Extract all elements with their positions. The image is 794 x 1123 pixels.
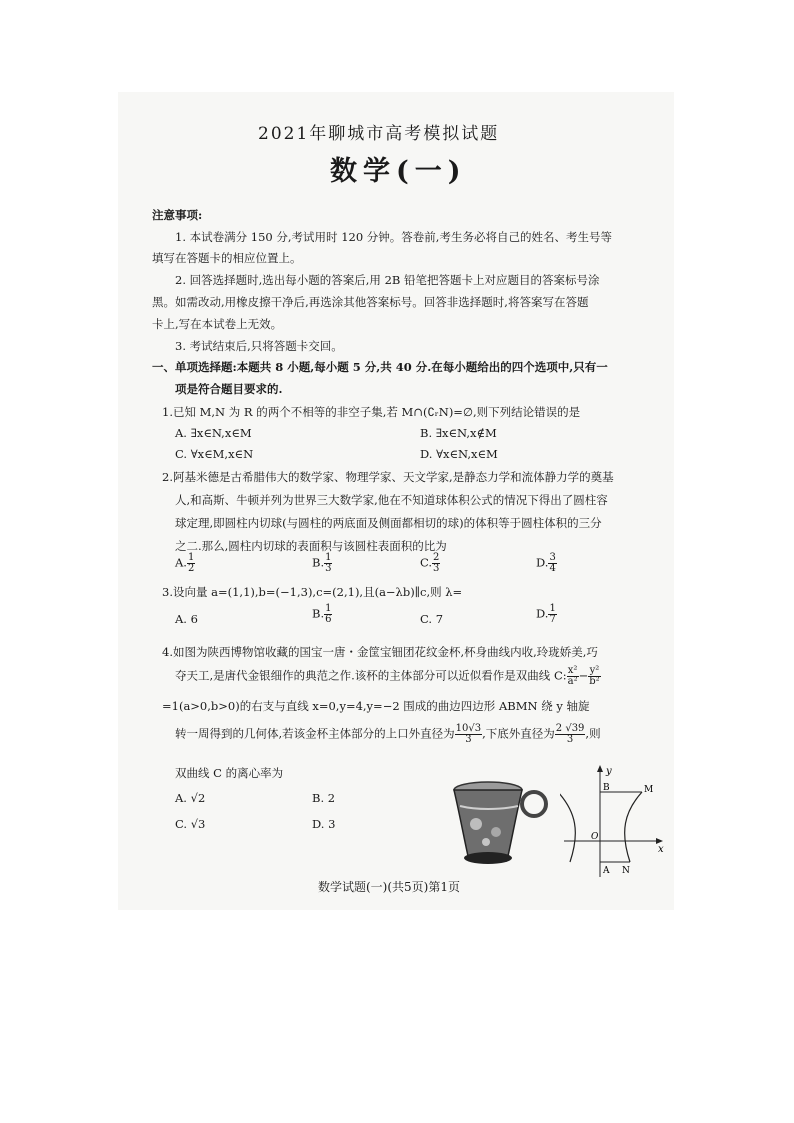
question-4-line: 4.如图为陕西博物馆收藏的国宝一唐・金筐宝钿团花纹金杯,杯身曲线内收,玲珑娇美,巧 xyxy=(162,645,598,659)
note-line: 填写在答题卡的相应位置上。 xyxy=(152,251,302,265)
page-footer: 数学试题(一)(共5页)第1页 xyxy=(318,880,460,894)
point-a-label: A xyxy=(603,866,610,876)
note-line: 1. 本试卷满分 150 分,考试用时 120 分钟。答卷前,考生务必将自己的姓名、考生号等 xyxy=(175,230,612,244)
question-2-line: 球定理,即圆柱内切球(与圆柱的两底面及侧面都相切的球)的体积等于圆柱体积的三分 xyxy=(175,516,602,530)
section-heading: 一、单项选择题:本题共 8 小题,每小题 5 分,共 40 分.在每小题给出的四个选项中,只有一 xyxy=(152,360,608,374)
question-2-line: 人,和高斯、牛顿并列为世界三大数学家,他在不知道球体积公式的情况下得出了圆柱容 xyxy=(175,493,608,507)
q3-option-c: C. 7 xyxy=(420,612,444,626)
q4-option-d: D. 3 xyxy=(312,817,336,831)
note-line: 卡上,写在本试卷上无效。 xyxy=(152,317,283,331)
q3-option-a: A. 6 xyxy=(175,612,198,626)
q2-option-d: D. $\frac{3}{4}$ xyxy=(536,552,556,574)
hyperbola-figure xyxy=(560,762,670,882)
note-line: 2. 回答选择题时,选出每小题的答案后,用 2B 铅笔把答题卡上对应题目的答案标号涂 xyxy=(175,273,600,287)
question-4-line: =1(a>0,b>0)的右支与直线 x=0,y=4,y=−2 围成的曲边四边形 ABMN 绕 y 轴旋 xyxy=(162,699,590,713)
question-3-stem: 3.设向量 a=(1,1),b=(−1,3),c=(2,1),且(a−λb)∥c,则 λ= xyxy=(162,585,463,599)
q1-option-b: B. ∃x∈N,x∉M xyxy=(420,426,497,440)
question-1-stem: 1.已知 M,N 为 R 的两个不相等的非空子集,若 M∩(∁ᵣN)=∅,则下列结论错误的是 xyxy=(162,405,581,419)
q1-option-d: D. ∀x∈N,x∈M xyxy=(420,447,498,461)
question-4-line: 双曲线 C 的离心率为 xyxy=(175,766,284,780)
q3-option-b: B. $\frac{1}{6}$ xyxy=(312,603,332,625)
q2-option-c: C. $\frac{2}{3}$ xyxy=(420,552,440,574)
x-axis-label: x xyxy=(658,844,664,855)
gold-cup-image xyxy=(446,776,556,868)
q4-option-a: A. √2 xyxy=(175,791,206,805)
y-axis-label: y xyxy=(606,766,612,777)
note-line: 黑。如需改动,用橡皮擦干净后,再选涂其他答案标号。回答非选择题时,将答案写在答题 xyxy=(152,295,589,309)
q1-option-c: C. ∀x∈M,x∈N xyxy=(175,447,254,461)
section-heading-cont: 项是符合题目要求的. xyxy=(175,382,283,396)
origin-label: O xyxy=(591,832,599,842)
q2-option-a: A. $\frac{1}{2}$ xyxy=(175,552,195,574)
exam-title: 2021年聊城市高考模拟试题 xyxy=(258,124,500,144)
q3-option-d: D. $\frac{1}{7}$ xyxy=(536,603,556,625)
notes-heading: 注意事项: xyxy=(152,208,203,222)
point-n-label: N xyxy=(622,866,630,876)
question-2-line: 2.阿基米德是古希腊伟大的数学家、物理学家、天文学家,是静态力学和流体静力学的奠基 xyxy=(162,470,614,484)
question-4-line: 夺天工,是唐代金银细作的典范之作.该杯的主体部分可以近似看作是双曲线 C: $\frac{\text{x²}}{\text{a²}}$ − $\frac{\text{y²}}{\text{b²}}$ xyxy=(175,665,600,687)
q4-option-b: B. 2 xyxy=(312,791,336,805)
question-2-line: 之二.那么,圆柱内切球的表面积与该圆柱表面积的比为 xyxy=(175,539,447,553)
point-b-label: B xyxy=(603,783,610,793)
q1-option-a: A. ∃x∈N,x∈M xyxy=(175,426,252,440)
exam-subject: 数学(一) xyxy=(330,156,467,187)
q4-option-c: C. √3 xyxy=(175,817,206,831)
question-4-line: 转一周得到的几何体,若该金杯主体部分的上口外直径为 $\frac{10√3}{3}$ ,下底外直径为 $\frac{2 √39}{3}$ ,则 xyxy=(175,723,601,745)
note-line: 3. 考试结束后,只将答题卡交回。 xyxy=(175,339,343,353)
q2-option-b: B. $\frac{1}{3}$ xyxy=(312,552,332,574)
point-m-label: M xyxy=(644,785,654,795)
